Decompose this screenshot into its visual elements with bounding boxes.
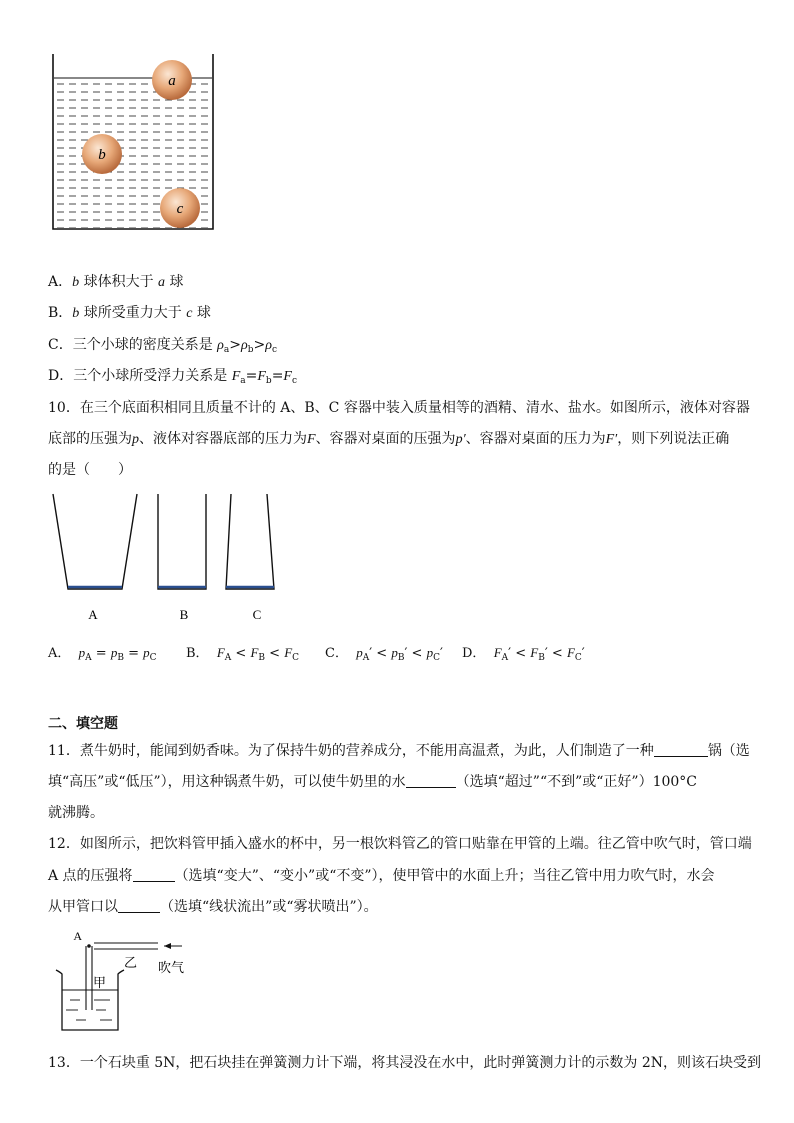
- ball-b-label: b: [98, 147, 106, 163]
- section-title: 二、填空题: [48, 716, 118, 732]
- q12-blank-2[interactable]: [118, 898, 160, 913]
- q11-blank-2[interactable]: [406, 773, 456, 788]
- q10-option-c: C． $p_A' < p_B' < p_C'$: [325, 645, 443, 663]
- q9-option-c: C．三个小球的密度关系是 $\rho_a>\rho_b>\rho_c$: [48, 337, 278, 355]
- q9-option-a: A．b 球体积大于 a 球: [48, 274, 184, 290]
- q10-option-a: A． $p_A = p_B = p_C$: [48, 645, 157, 663]
- desk-force-relation: $F_A' < F_B' < F_C'$: [493, 645, 585, 663]
- ball-a-label: a: [168, 73, 176, 89]
- figure-straw-beaker: [50, 928, 200, 1038]
- straw-jia-label: 甲: [93, 975, 107, 990]
- q12-line-3: 从甲管口以 （选填“线状流出”或“雾状喷出”）。: [48, 899, 378, 915]
- pressure-equal: $p_A = p_B = p_C$: [78, 645, 157, 663]
- q12-line-2: A 点的压强将 （选填“变大”、“变小”或“不变”），使甲管中的水面上升；当往乙管中用力吹气时，水会: [48, 868, 715, 884]
- ball-c-label: c: [176, 201, 184, 217]
- q11-line-2: 填“高压”或“低压”），用这种锅煮牛奶，可以使牛奶里的水 （选填“超过”“不到”或“正好”）100°C: [48, 774, 698, 790]
- point-a-label: A: [73, 929, 82, 943]
- q10-line-1: 10．在三个底面积相同且质量不计的 A、B、C 容器中装入质量相等的酒精、清水、盐水。如图所示，液体对容器: [48, 400, 750, 416]
- density-relation: $\rho_a>\rho_b>\rho_c$: [217, 337, 278, 355]
- q9-option-b: B．b 球所受重力大于 c 球: [48, 305, 211, 321]
- q11-blank-1[interactable]: [654, 742, 708, 757]
- q12-line-1: 12．如图所示，把饮料管甲插入盛水的杯中，另一根饮料管乙的管口贴靠在甲管的上端。往乙管中吹气时，管口端: [48, 836, 752, 852]
- q10-option-b: B． $F_A < F_B < F_C$: [186, 645, 300, 663]
- q11-line-3: 就沸腾。: [48, 805, 104, 821]
- q12-blank-1[interactable]: [133, 867, 175, 882]
- q11-line-1: 11．煮牛奶时，能闻到奶香味。为了保持牛奶的营养成分，不能用高温煮，为此，人们制造了一种 锅（选: [48, 743, 750, 759]
- container-c-label: C: [252, 607, 262, 622]
- q10-option-d: D． $F_A' < F_B' < F_C'$: [462, 645, 585, 663]
- buoyancy-relation: $F_a=F_b=F_c$: [231, 368, 298, 386]
- force-relation: $F_A < F_B < F_C$: [216, 645, 300, 663]
- q9-option-d: D．三个小球所受浮力关系是 $F_a=F_b=F_c$: [48, 368, 298, 386]
- container-a-label: A: [88, 607, 98, 622]
- q10-line-2: 底部的压强为p、液体对容器底部的压力为F、容器对桌面的压强为p′、容器对桌面的压力为F′，则下列说法正确: [48, 431, 730, 447]
- figure-balls-in-liquid: [44, 48, 222, 236]
- container-b-label: B: [179, 607, 189, 622]
- q13-line-1: 13．一个石块重 5N，把石块挂在弹簧测力计下端，将其浸没在水中，此时弹簧测力计的示数为 2N，则该石块受到: [48, 1055, 762, 1071]
- q10-line-3: 的是（ ）: [48, 462, 132, 478]
- desk-pressure-relation: $p_A' < p_B' < p_C'$: [356, 645, 443, 663]
- blow-label: 吹气: [158, 960, 185, 975]
- figure-three-containers: [46, 490, 286, 626]
- straw-yi-label: 乙: [124, 955, 138, 970]
